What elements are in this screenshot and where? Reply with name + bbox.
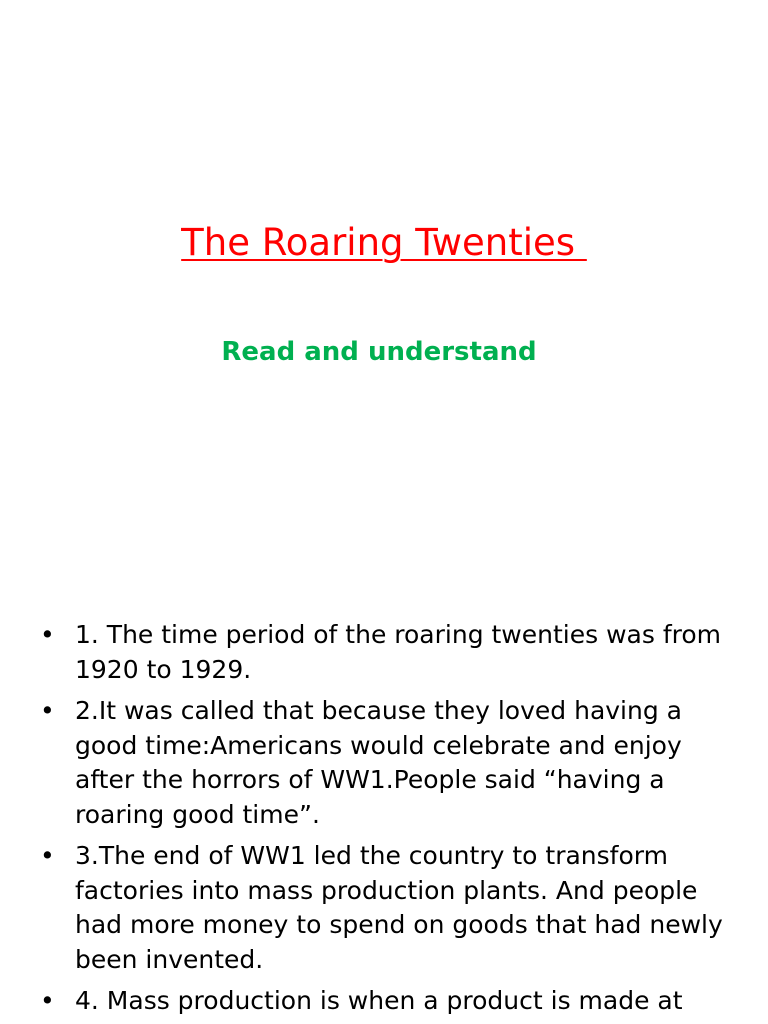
- bullet-icon: •: [40, 986, 55, 1015]
- bullet-text: 4. Mass production is when a product is made at: [75, 986, 683, 1015]
- page-title: The Roaring Twenties: [181, 221, 587, 264]
- list-item: [40, 984, 730, 1019]
- page-subtitle: Read and understand: [221, 337, 537, 367]
- bullet-icon: •: [40, 841, 55, 870]
- list-item: [40, 694, 730, 832]
- list-item: [40, 618, 730, 687]
- bullet-text: 1. The time period of the roaring twenties was from 1920 to 1929.: [75, 620, 721, 684]
- list-item: [40, 839, 730, 977]
- bullet-icon: •: [40, 620, 55, 649]
- bullet-icon: •: [40, 696, 55, 725]
- bullet-text: 2.It was called that because they loved having a good time:Americans would celebrate and enjoy after the horrors of WW1.People said “having a roaring good time”.: [75, 696, 682, 829]
- bullet-list: [40, 618, 730, 1024]
- bullet-text: 3.The end of WW1 led the country to transform factories into mass production plants. And people had more money to spend on goods that had newly been invented.: [75, 841, 723, 974]
